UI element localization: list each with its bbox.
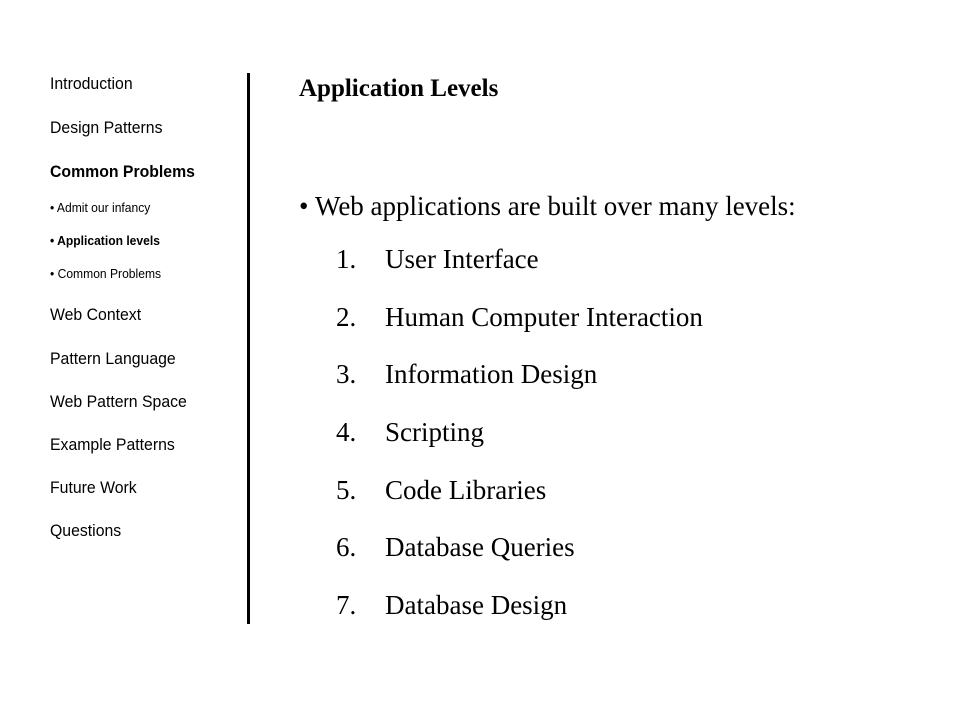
nav-item-common-problems[interactable]: Common Problems (50, 162, 195, 181)
nav-item-introduction[interactable]: Introduction (50, 74, 133, 93)
bullet-point (299, 190, 796, 222)
nav-item-future-work[interactable]: Future Work (50, 478, 137, 497)
nav-item-example-patterns[interactable]: Example Patterns (50, 435, 175, 454)
level-item (336, 301, 703, 333)
level-item (336, 416, 484, 448)
nav-item-design-patterns[interactable]: Design Patterns (50, 118, 163, 137)
level-number: 3. (336, 359, 357, 389)
level-number: 4. (336, 417, 357, 447)
level-item (336, 358, 597, 390)
vertical-divider (247, 73, 250, 624)
level-label: Database Queries (385, 532, 575, 562)
level-item (336, 531, 575, 563)
nav-item-web-context[interactable]: Web Context (50, 305, 142, 324)
level-label: Information Design (385, 359, 598, 389)
nav-subitem-application-levels[interactable]: • Application levels (50, 233, 160, 248)
level-number: 6. (336, 532, 357, 562)
level-number: 7. (336, 590, 357, 620)
level-number: 5. (336, 475, 357, 505)
level-item (336, 474, 546, 506)
level-number: 1. (336, 244, 357, 274)
level-item (336, 589, 567, 621)
bullet-marker: • (299, 191, 309, 221)
level-label: User Interface (385, 244, 539, 274)
level-label: Code Libraries (385, 475, 547, 505)
bullet-text: Web applications are built over many levels: (315, 191, 796, 221)
level-label: Scripting (385, 417, 484, 447)
level-item (336, 243, 539, 275)
nav-subitem-admit-our-infancy[interactable]: • Admit our infancy (50, 200, 151, 215)
level-label: Database Design (385, 590, 568, 620)
nav-subitem-common-problems[interactable]: • Common Problems (50, 266, 162, 281)
nav-item-web-pattern-space[interactable]: Web Pattern Space (50, 392, 187, 411)
nav-item-questions[interactable]: Questions (50, 521, 122, 540)
nav-item-pattern-language[interactable]: Pattern Language (50, 349, 176, 368)
level-label: Human Computer Interaction (385, 302, 703, 332)
slide-title: Application Levels (299, 75, 499, 102)
level-number: 2. (336, 302, 357, 332)
